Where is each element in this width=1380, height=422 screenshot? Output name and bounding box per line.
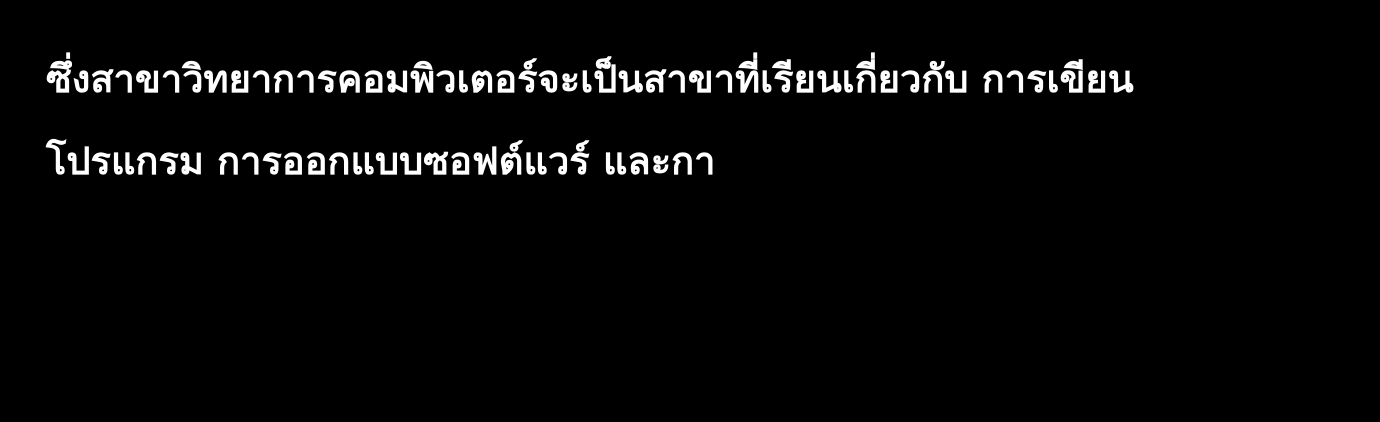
subtitle-caption [46, 38, 1346, 202]
subtitle-line-1: ซึ่งสาขาวิทยาการคอมพิวเตอร์จะเป็นสาขาที่เรียนเกี่ยวกับ การเขียน [46, 57, 1134, 101]
subtitle-line-2: โปรแกรม การออกแบบซอฟต์แวร์ และกา [46, 139, 716, 183]
